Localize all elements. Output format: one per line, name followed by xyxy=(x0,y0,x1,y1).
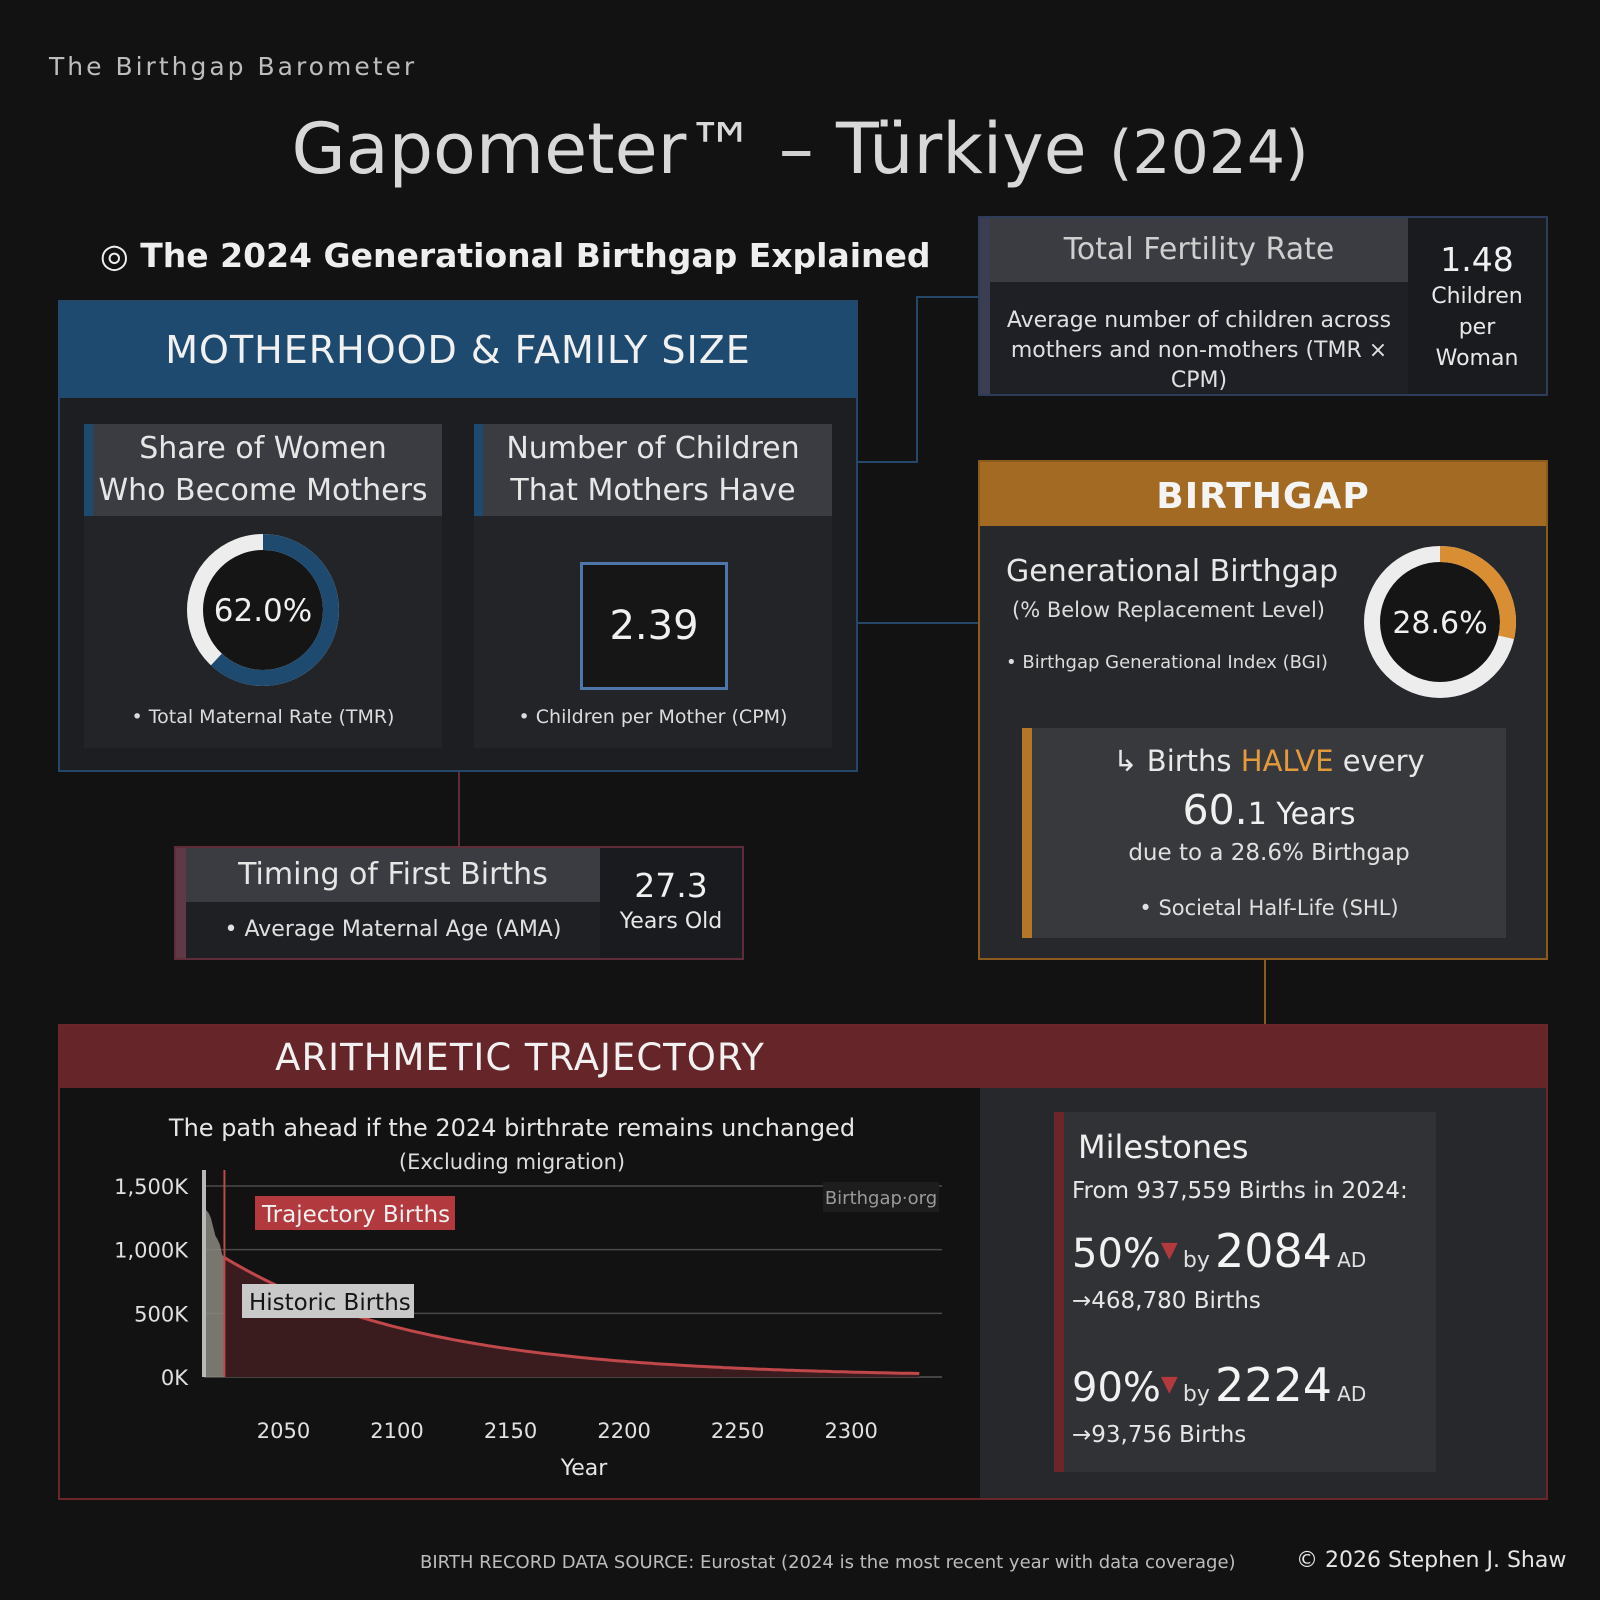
x-tick-label: 2050 xyxy=(256,1419,311,1443)
half-life-accent-bar xyxy=(1022,728,1032,938)
milestone-90-ad: AD xyxy=(1337,1382,1367,1406)
watermark: Birthgap·org xyxy=(824,1188,938,1209)
ama-unit: Years Old xyxy=(619,909,723,934)
share-mothers-card xyxy=(84,424,442,748)
connector-line xyxy=(858,461,918,463)
shl-label: • Societal Half-Life (SHL) xyxy=(1139,896,1399,920)
chart-subtitle-2: (Excluding migration) xyxy=(398,1150,626,1174)
milestones-title: Milestones xyxy=(1078,1128,1249,1166)
children-heading xyxy=(474,424,832,516)
milestone-50-pct: 50% xyxy=(1072,1231,1161,1277)
tfr-desc-line2: mothers and non-mothers (TMR × CPM) xyxy=(1010,338,1388,393)
halve-line xyxy=(1032,744,1506,778)
tmr-value: 62.0% xyxy=(213,593,313,629)
milestone-50-year: 2084 xyxy=(1215,1224,1333,1278)
x-tick-label: 2150 xyxy=(483,1419,538,1443)
title-main: Gapometer™ xyxy=(291,108,757,190)
tfr-accent-bar xyxy=(980,218,990,394)
milestone-50 xyxy=(1072,1224,1432,1278)
trajectory-header-bar xyxy=(60,1026,1546,1088)
halve-word: HALVE xyxy=(1240,744,1334,778)
trajectory-header: ARITHMETIC TRAJECTORY xyxy=(275,1036,765,1079)
tfr-heading: Total Fertility Rate xyxy=(990,218,1408,282)
x-axis-label: Year xyxy=(560,1456,608,1481)
tfr-description xyxy=(990,282,1408,394)
tfr-value-box xyxy=(1408,218,1546,394)
tfr-value: 1.48 xyxy=(1440,240,1514,279)
tfr-desc-line1: Average number of children across xyxy=(1006,308,1392,333)
y-tick-label: 1,500K xyxy=(114,1175,188,1199)
ama-value: 27.3 xyxy=(634,866,708,905)
children-heading-line2: That Mothers Have xyxy=(510,473,796,508)
milestone-50-ad: AD xyxy=(1337,1248,1367,1272)
tfr-unit-2: per xyxy=(1458,315,1496,340)
down-triangle-icon: ▼ xyxy=(1160,1238,1178,1263)
title-country: Türkiye xyxy=(835,108,1087,190)
halve-suffix: every xyxy=(1333,744,1425,778)
milestones-from: From 937,559 Births in 2024: xyxy=(1072,1178,1408,1204)
down-triangle-icon: ▼ xyxy=(1160,1372,1178,1397)
ama-value-box xyxy=(600,848,742,958)
generational-birthgap-subtitle: (% Below Replacement Level) xyxy=(1012,598,1325,622)
title-year: (2024) xyxy=(1109,118,1309,188)
y-axis-ticks xyxy=(114,1175,189,1390)
motherhood-panel xyxy=(58,300,858,772)
connector-line xyxy=(916,296,978,298)
y-tick-label: 500K xyxy=(134,1302,188,1327)
bgi-donut xyxy=(1362,544,1518,700)
milestones-accent-bar xyxy=(1054,1112,1064,1472)
half-life-years-int: 60. xyxy=(1182,786,1248,834)
explained-title: ◎ The 2024 Generational Birthgap Explained xyxy=(100,236,931,275)
tmr-donut xyxy=(185,532,341,688)
bgi-label: • Birthgap Generational Index (BGI) xyxy=(1006,652,1328,673)
half-life-due: due to a 28.6% Birthgap xyxy=(1128,840,1410,866)
ama-label: • Average Maternal Age (AMA) xyxy=(224,917,562,942)
copyright: © 2026 Stephen J. Shaw xyxy=(1296,1548,1567,1573)
page-title xyxy=(0,108,1600,190)
tfr-unit-1: Children xyxy=(1431,284,1523,309)
y-tick-label: 1,000K xyxy=(114,1238,188,1263)
timing-accent-bar xyxy=(176,848,186,958)
half-life-years-dec: 1 Years xyxy=(1247,797,1356,832)
generational-birthgap-title: Generational Birthgap xyxy=(1006,554,1339,589)
data-source: BIRTH RECORD DATA SOURCE: Eurostat (2024 is the most recent year with data coverage) xyxy=(420,1552,1236,1573)
connector-line xyxy=(858,622,978,624)
share-mothers-heading-line2: Who Become Mothers xyxy=(98,473,428,508)
brand-label: The Birthgap Barometer xyxy=(49,52,418,81)
tfr-panel xyxy=(978,216,1548,396)
x-tick-label: 2300 xyxy=(824,1419,878,1443)
milestone-90-by: by xyxy=(1182,1382,1210,1407)
bgi-value: 28.6% xyxy=(1392,606,1488,641)
children-per-mother-card xyxy=(474,424,832,748)
milestone-90-year: 2224 xyxy=(1215,1358,1333,1412)
trajectory-chart xyxy=(60,1170,970,1490)
birthgap-header: BIRTHGAP xyxy=(980,462,1546,526)
title-dash: – xyxy=(756,108,836,190)
timing-panel xyxy=(174,846,744,960)
x-tick-label: 2250 xyxy=(710,1419,765,1443)
y-tick-label: 0K xyxy=(160,1366,188,1390)
half-life-box xyxy=(1022,728,1506,938)
birthgap-panel xyxy=(978,460,1548,960)
tfr-unit-3: Woman xyxy=(1435,346,1519,371)
historic-area xyxy=(204,1208,224,1377)
timing-heading: Timing of First Births xyxy=(186,848,600,902)
cpm-label: • Children per Mother (CPM) xyxy=(518,706,788,728)
milestones-card xyxy=(1054,1112,1436,1472)
milestone-50-by: by xyxy=(1182,1248,1210,1273)
share-mothers-heading xyxy=(84,424,442,516)
milestone-50-births: →468,780 Births xyxy=(1072,1288,1261,1314)
historic-label: Historic Births xyxy=(249,1290,411,1316)
share-mothers-heading-line1: Share of Women xyxy=(139,431,387,466)
x-tick-label: 2100 xyxy=(370,1419,424,1443)
x-tick-label: 2200 xyxy=(597,1419,651,1443)
chart-subtitle: The path ahead if the 2024 birthrate remains unchanged xyxy=(168,1114,856,1142)
connector-line xyxy=(1264,960,1266,1024)
connector-line xyxy=(458,772,460,846)
connector-line xyxy=(916,296,918,463)
motherhood-header: MOTHERHOOD & FAMILY SIZE xyxy=(60,302,856,398)
half-life-years xyxy=(1032,786,1506,834)
milestone-90-pct: 90% xyxy=(1072,1365,1161,1411)
milestone-90 xyxy=(1072,1358,1432,1412)
cpm-value-box: 2.39 xyxy=(580,562,728,690)
x-axis-ticks xyxy=(257,1419,878,1443)
halve-prefix: ↳ Births xyxy=(1113,744,1241,778)
milestone-90-births: →93,756 Births xyxy=(1072,1422,1247,1448)
children-heading-line1: Number of Children xyxy=(506,431,800,466)
trajectory-label: Trajectory Births xyxy=(262,1202,451,1228)
tmr-label: • Total Maternal Rate (TMR) xyxy=(131,706,395,728)
